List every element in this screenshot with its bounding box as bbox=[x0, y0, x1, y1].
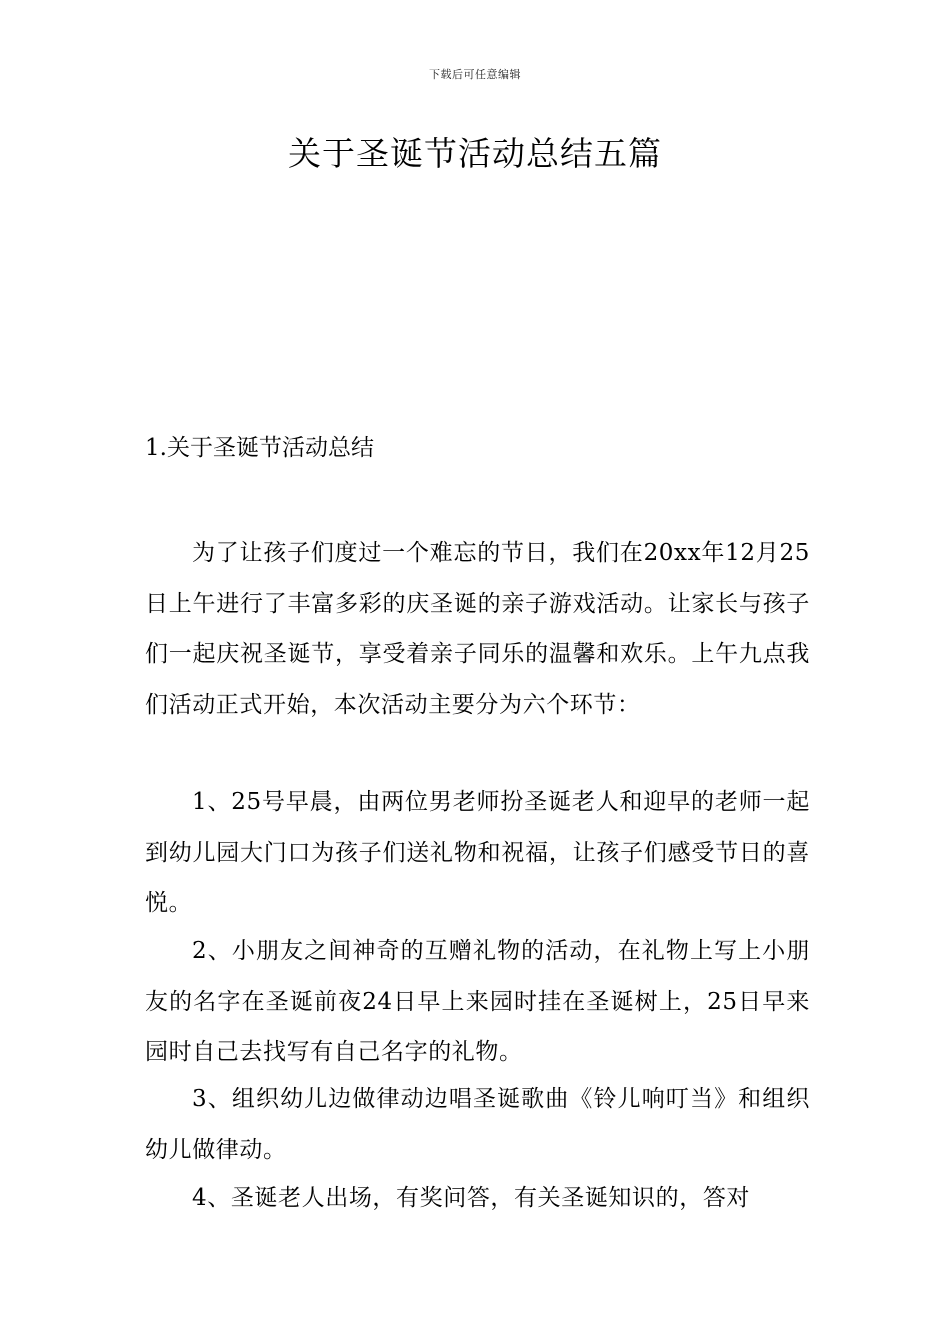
paragraph-item-2: 2、小朋友之间神奇的互赠礼物的活动，在礼物上写上小朋友的名字在圣诞前夜24日早上来园时挂在圣诞树上，25日早来园时自己去找写有自己名字的礼物。 bbox=[145, 938, 810, 1065]
header-note: 下载后可任意编辑 bbox=[429, 68, 521, 81]
paragraph-item-3: 3、组织幼儿边做律动边唱圣诞歌曲《铃儿响叮当》和组织幼儿做律动。 bbox=[145, 1086, 810, 1163]
paragraph-item-1: 1、25号早晨，由两位男老师扮圣诞老人和迎早的老师一起到幼儿园大门口为孩子们送礼物和祝福，让孩子们感受节日的喜悦。 bbox=[145, 789, 810, 916]
document-title: 关于圣诞节活动总结五篇 bbox=[288, 134, 662, 173]
paragraph-item-4: 4、圣诞老人出场，有奖问答，有关圣诞知识的，答对 bbox=[192, 1185, 751, 1211]
section-heading: 1.关于圣诞节活动总结 bbox=[145, 435, 374, 461]
paragraph-intro: 为了让孩子们度过一个难忘的节日，我们在20xx年12月25日上午进行了丰富多彩的庆圣诞的亲子游戏活动。让家长与孩子们一起庆祝圣诞节，享受着亲子同乐的温馨和欢乐。上午九点我们活动正式开始，本次活动主要分为六个环节： bbox=[145, 540, 810, 718]
